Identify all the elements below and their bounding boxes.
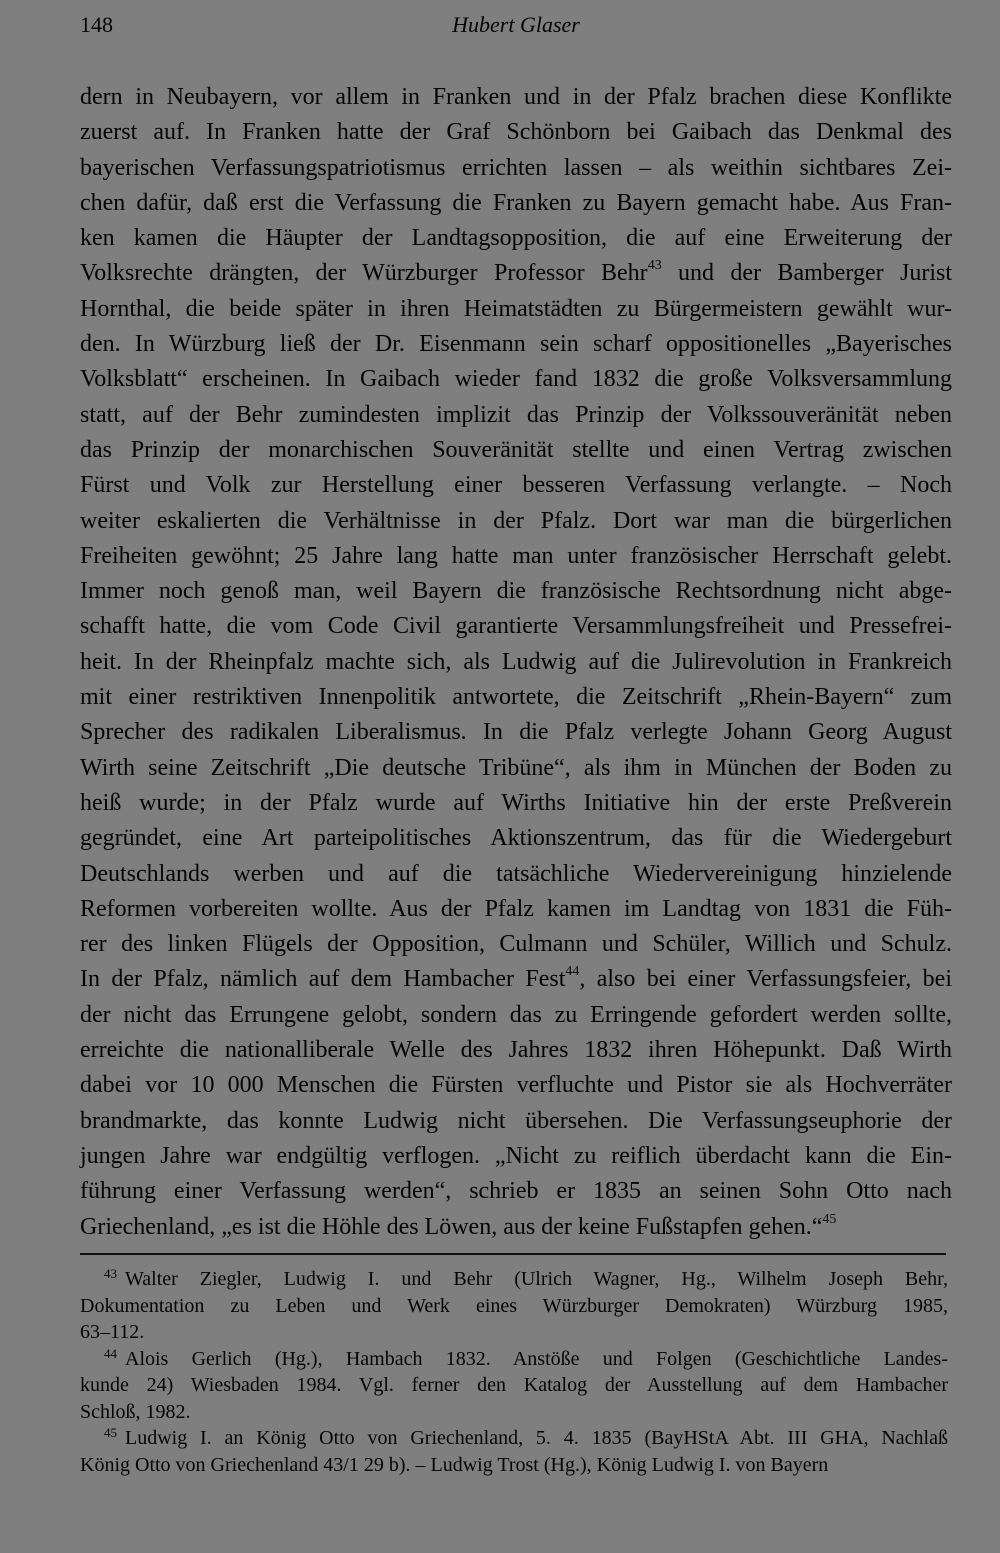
text-line <box>80 962 952 997</box>
footnote-line <box>80 1399 948 1426</box>
footnote-reference[interactable]: 45 <box>822 1211 837 1227</box>
text-line: Hornthal, die beide später in ihren Heimatstädten zu Bürgermeistern gewählt wur- <box>80 295 952 322</box>
text-line: brandmarkte, das konnte Ludwig nicht übersehen. Die Verfassungseuphorie der <box>80 1107 952 1134</box>
text-line: Wirth seine Zeitschrift „Die deutsche Tribüne“, als ihm in München der Boden zu <box>80 754 952 781</box>
text-line: zuerst auf. In Franken hatte der Graf Schönborn bei Gaibach das Denkmal des <box>80 119 952 146</box>
text-line: den. In Würzburg ließ der Dr. Eisenmann sein scharf oppositionelles „Bayerisches <box>80 331 952 358</box>
text-line: Volksblatt“ erscheinen. In Gaibach wieder fand 1832 die große Volksversammlung <box>80 366 952 393</box>
text-line <box>80 256 952 291</box>
text-line: Freiheiten gewöhnt; 25 Jahre lang hatte man unter französischer Herrschaft gelebt. <box>80 542 952 569</box>
footnote-line <box>80 1452 948 1479</box>
footnote-text: Dokumentation zu Leben und Werk eines Würzburger Demokraten) Würzburg 1985, <box>80 1294 948 1317</box>
text-line: rer des linken Flügels der Opposition, Culmann und Schüler, Willich und Schulz. <box>80 931 952 958</box>
footnote-number: 43 <box>104 1266 117 1281</box>
text-line: bayerischen Verfassungspatriotismus errichten lassen – als weithin sichtbares Zei- <box>80 154 952 181</box>
footnote-number: 45 <box>104 1425 117 1440</box>
footnote-line <box>80 1319 948 1346</box>
footnote-45 <box>80 1425 948 1478</box>
text-line: Reformen vorbereiten wollte. Aus der Pfalz kamen im Landtag von 1831 die Füh- <box>80 895 952 922</box>
text-line: ken kamen die Häupter der Landtagsopposition, die auf eine Erweiterung der <box>80 225 952 252</box>
footnote-text: 63–112. <box>80 1321 145 1343</box>
text-line: chen dafür, daß erst die Verfassung die Franken zu Bayern gemacht habe. Aus Fran- <box>80 189 952 216</box>
footnote-44 <box>80 1346 948 1426</box>
text-line: der nicht das Errungene gelobt, sondern das zu Erringende gefordert werden sollte, <box>80 1001 952 1028</box>
text-line: statt, auf der Behr zumindesten implizit das Prinzip der Volkssouveränität neben <box>80 401 952 428</box>
text-line <box>80 1210 952 1245</box>
footnote-text: kunde 24) Wiesbaden 1984. Vgl. ferner den Katalog der Ausstellung auf dem Hambacher <box>80 1374 948 1396</box>
footnote-line <box>80 1346 948 1373</box>
text-line: das Prinzip der monarchischen Souveränität stellte und einen Vertrag zwischen <box>80 436 952 463</box>
footnote-text: Alois Gerlich (Hg.), Hambach 1832. Anstöße und Folgen (Geschichtliche Landes- <box>125 1347 948 1370</box>
text-segment: In der Pfalz, nämlich auf dem Hambacher Fest <box>80 966 566 993</box>
footnote-line <box>80 1372 948 1399</box>
text-line: heiß wurde; in der Pfalz wurde auf Wirths Initiative hin der erste Preßverein <box>80 789 952 816</box>
footnote-line <box>80 1266 948 1293</box>
footnote-number: 44 <box>104 1345 117 1361</box>
footnote-reference[interactable]: 43 <box>647 258 662 274</box>
text-line: Fürst und Volk zur Herstellung einer besseren Verfassung verlangte. – Noch <box>80 472 952 499</box>
footnote-line <box>80 1425 948 1452</box>
footnote-text: Ludwig I. an König Otto von Griechenland, 5. 4. 1835 (BayHStA Abt. III GHA, Nachlaß <box>125 1427 948 1449</box>
text-segment: Volksrechte drängten, der Würzburger Professor Behr <box>80 260 648 287</box>
footnote-text: Walter Ziegler, Ludwig I. und Behr (Ulrich Wagner, Hg., Wilhelm Joseph Behr, <box>125 1268 948 1290</box>
text-line: dabei vor 10 000 Menschen die Fürsten verfluchte und Pistor sie als Hochverräter <box>80 1072 952 1099</box>
footnote-line <box>80 1293 948 1320</box>
text-line: jungen Jahre war endgültig verflogen. „Nicht zu reiflich überdacht kann die Ein- <box>80 1142 952 1169</box>
body-paragraph <box>80 80 952 1245</box>
page-number: 148 <box>80 12 113 37</box>
text-line: schafft hatte, die vom Code Civil garantierte Versammlungsfreiheit und Pressefrei- <box>80 613 952 640</box>
text-segment: , also bei einer Verfassungsfeier, bei <box>579 966 952 993</box>
footnotes <box>80 1266 948 1478</box>
text-line: Immer noch genoß man, weil Bayern die französische Rechtsordnung nicht abge- <box>80 578 952 605</box>
text-segment: und der Bamberger Jurist <box>661 260 952 287</box>
text-line: Sprecher des radikalen Liberalismus. In die Pfalz verlegte Johann Georg August <box>80 719 952 746</box>
footnote-43 <box>80 1266 948 1346</box>
page-header <box>80 12 952 46</box>
footnote-separator <box>80 1253 946 1255</box>
text-segment: Griechenland, „es ist die Höhle des Löwen, aus der keine Fußstapfen gehen.“ <box>80 1213 823 1240</box>
footnote-text: Schloß, 1982. <box>80 1400 191 1423</box>
text-line: weiter eskalierten die Verhältnisse in der Pfalz. Dort war man die bürgerlichen <box>80 507 952 534</box>
text-line: erreichte die nationalliberale Welle des Jahres 1832 ihren Höhepunkt. Daß Wirth <box>80 1037 952 1064</box>
footnote-text: König Otto von Griechenland 43/1 29 b). – Ludwig Trost (Hg.), König Ludwig I. von Bayern <box>80 1453 829 1476</box>
footnote-reference[interactable]: 44 <box>565 964 580 980</box>
running-head: Hubert Glaser <box>452 12 580 37</box>
text-line: Deutschlands werben und auf die tatsächliche Wiedervereinigung hinzielende <box>80 860 952 887</box>
text-line: heit. In der Rheinpfalz machte sich, als Ludwig auf die Julirevolution in Frankreich <box>80 648 952 675</box>
text-line: mit einer restriktiven Innenpolitik antwortete, die Zeitschrift „Rhein-Bayern“ zum <box>80 684 952 711</box>
text-line: führung einer Verfassung werden“, schrieb er 1835 an seinen Sohn Otto nach <box>80 1178 952 1205</box>
text-line: dern in Neubayern, vor allem in Franken und in der Pfalz brachen diese Konflikte <box>80 84 952 110</box>
text-line: gegründet, eine Art parteipolitisches Aktionszentrum, das für die Wiedergeburt <box>80 825 952 852</box>
